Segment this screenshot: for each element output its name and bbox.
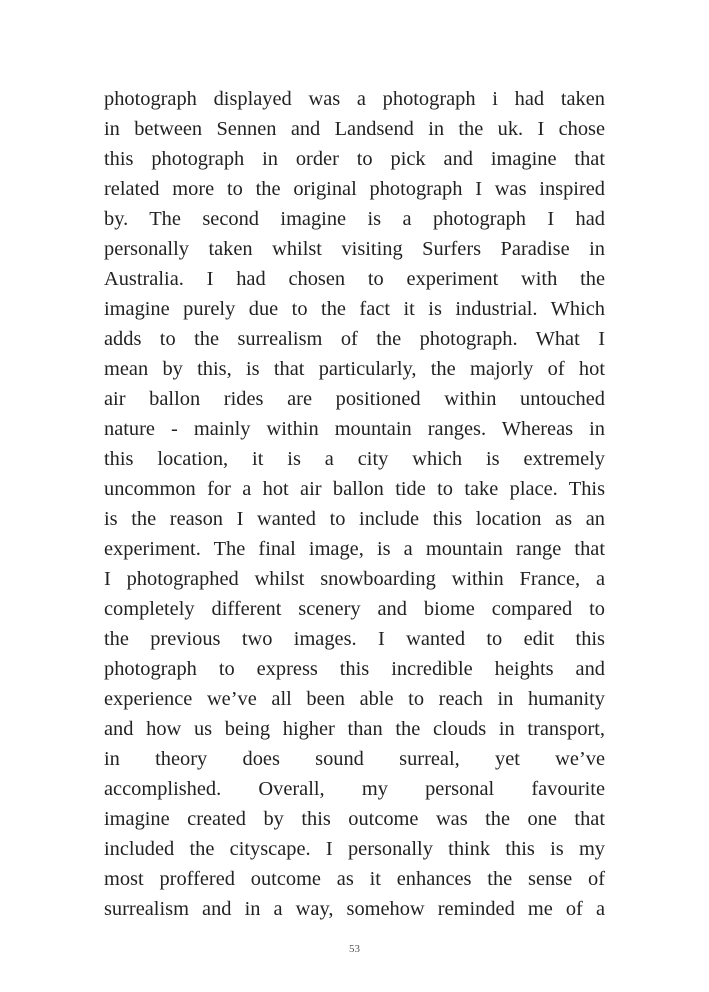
text-line: photograph displayed was a photograph i had taken bbox=[104, 88, 605, 110]
text-line: imagine created by this outcome was the one that bbox=[104, 808, 605, 830]
text-line: photograph to express this incredible heights and bbox=[104, 658, 605, 680]
text-line: is the reason I wanted to include this location as an bbox=[104, 508, 605, 530]
text-line: personally taken whilst visiting Surfers Paradise in bbox=[104, 238, 605, 260]
text-line: nature - mainly within mountain ranges. Whereas in bbox=[104, 418, 605, 440]
text-line: air ballon rides are positioned within untouched bbox=[104, 388, 605, 410]
text-line: in theory does sound surreal, yet we’ve bbox=[104, 748, 605, 770]
text-line: imagine purely due to the fact it is industrial. Which bbox=[104, 298, 605, 320]
text-line: related more to the original photograph I was inspired bbox=[104, 178, 605, 200]
text-line: in between Sennen and Landsend in the uk. I chose bbox=[104, 118, 605, 140]
page-number: 53 bbox=[349, 943, 360, 955]
text-line: by. The second imagine is a photograph I had bbox=[104, 208, 605, 230]
text-line: completely different scenery and biome compared to bbox=[104, 598, 605, 620]
text-line: included the cityscape. I personally think this is my bbox=[104, 838, 605, 860]
text-line: Australia. I had chosen to experiment with the bbox=[104, 268, 605, 290]
text-line: most proffered outcome as it enhances the sense of bbox=[104, 868, 605, 890]
text-line: adds to the surrealism of the photograph. What I bbox=[104, 328, 605, 350]
text-line: uncommon for a hot air ballon tide to take place. This bbox=[104, 478, 605, 500]
text-line: and how us being higher than the clouds in transport, bbox=[104, 718, 605, 740]
text-line: mean by this, is that particularly, the majorly of hot bbox=[104, 358, 605, 380]
text-line: experience we’ve all been able to reach in humanity bbox=[104, 688, 605, 710]
text-line: this location, it is a city which is extremely bbox=[104, 448, 605, 470]
text-line: I photographed whilst snowboarding within France, a bbox=[104, 568, 605, 590]
text-line: surrealism and in a way, somehow reminded me of a bbox=[104, 898, 605, 920]
text-line: experiment. The final image, is a mountain range that bbox=[104, 538, 605, 560]
text-line: this photograph in order to pick and imagine that bbox=[104, 148, 605, 170]
text-line: accomplished. Overall, my personal favourite bbox=[104, 778, 605, 800]
body-text bbox=[104, 84, 605, 924]
text-line: the previous two images. I wanted to edit this bbox=[104, 628, 605, 650]
